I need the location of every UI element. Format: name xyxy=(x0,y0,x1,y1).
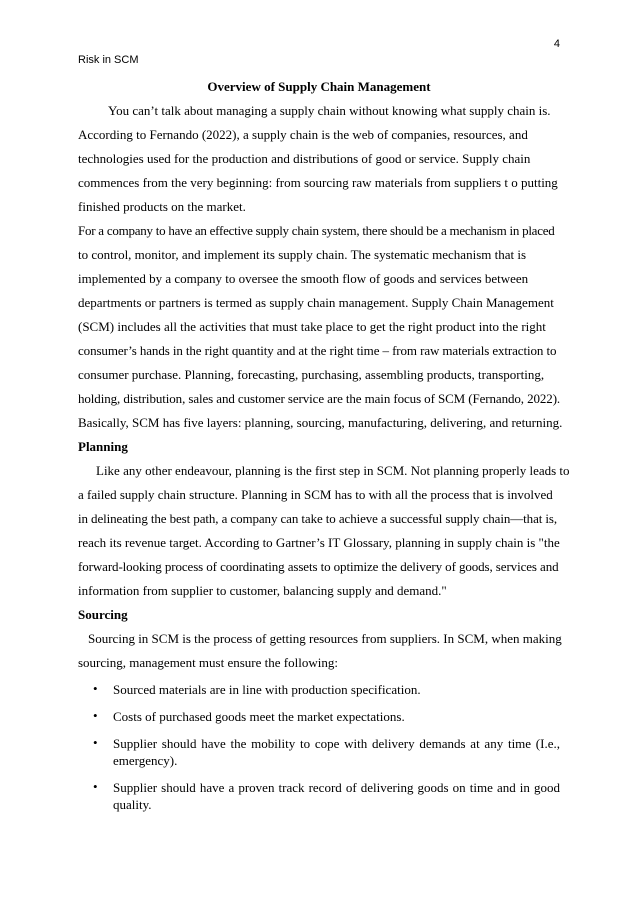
bullet-icon: • xyxy=(93,708,98,723)
intro-line: commences from the very beginning: from sourcing raw materials from suppliers t o putting xyxy=(78,175,558,190)
bullet-icon: • xyxy=(93,681,98,696)
intro-line: technologies used for the production and distributions of good or service. Supply chain xyxy=(78,151,531,166)
intro-line: Basically, SCM has five layers: planning, sourcing, manufacturing, delivering, and returning. xyxy=(78,415,563,430)
bullet-item: Supplier should have a proven track record of delivering goods on time and in good quality. xyxy=(113,780,560,812)
bullet-icon: • xyxy=(93,779,98,794)
bullet-item: Supplier should have the mobility to cope with delivery demands at any time (I.e., emergency). xyxy=(113,736,560,768)
bullet-item: Costs of purchased goods meet the market expectations. xyxy=(113,709,405,724)
planning-heading: Planning xyxy=(78,439,128,454)
planning-line: a failed supply chain structure. Planning in SCM has to with all the process that is involved xyxy=(78,487,553,502)
intro-line: For a company to have an effective supply chain system, there should be a mechanism in placed xyxy=(78,223,555,238)
intro-line: According to Fernando (2022), a supply chain is the web of companies, resources, and xyxy=(78,127,528,142)
planning-line: reach its revenue target. According to Gartner’s IT Glossary, planning in supply chain is "the xyxy=(78,535,560,550)
planning-line: information from supplier to customer, balancing supply and demand." xyxy=(78,583,447,598)
intro-line: consumer’s hands in the right quantity and at the right time – from raw materials extraction to xyxy=(78,343,557,358)
planning-line: in delineating the best path, a company can take to achieve a successful supply chain—that is, xyxy=(78,511,558,526)
intro-line: holding, distribution, sales and customer service are the main focus of SCM (Fernando, 2022). xyxy=(78,391,561,406)
sourcing-heading: Sourcing xyxy=(78,607,128,622)
intro-line: You can’t talk about managing a supply chain without knowing what supply chain is. xyxy=(108,103,551,118)
intro-line: implemented by a company to oversee the smooth flow of goods and services between xyxy=(78,271,529,286)
intro-line: (SCM) includes all the activities that must take place to get the right product into the right xyxy=(78,319,546,334)
intro-line: departments or partners is termed as supply chain management. Supply Chain Management xyxy=(78,295,554,310)
intro-line: finished products on the market. xyxy=(78,199,246,214)
section-title: Overview of Supply Chain Management xyxy=(207,79,431,94)
planning-line: Like any other endeavour, planning is the first step in SCM. Not planning properly leads to xyxy=(96,463,570,478)
sourcing-line: Sourcing in SCM is the process of getting resources from suppliers. In SCM, when making xyxy=(88,631,562,646)
planning-line: forward-looking process of coordinating assets to optimize the delivery of goods, services and xyxy=(78,559,559,574)
intro-line: consumer purchase. Planning, forecasting, purchasing, assembling products, transporting, xyxy=(78,367,545,382)
running-head: Risk in SCM xyxy=(78,54,139,66)
bullet-icon: • xyxy=(93,735,98,750)
sourcing-line: sourcing, management must ensure the following: xyxy=(78,655,338,670)
intro-line: to control, monitor, and implement its supply chain. The systematic mechanism that is xyxy=(78,247,527,262)
bullet-item: Sourced materials are in line with production specification. xyxy=(113,682,421,697)
page-number: 4 xyxy=(553,38,560,50)
